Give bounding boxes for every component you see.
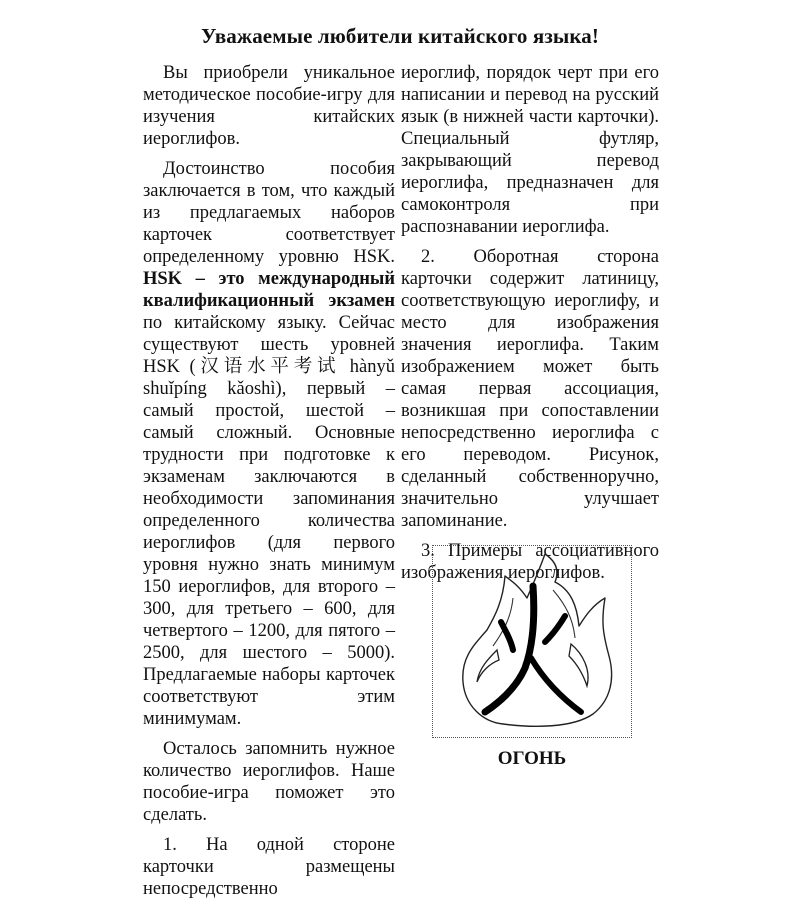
page-title: Уважаемые любители китайского языка! [201,24,599,48]
association-figure-frame [432,545,632,738]
paragraph-card-front-start: 1. На одной стороне карточки размещены непосредственно [143,835,395,899]
paragraph-hsk [143,158,395,730]
paragraph-card-front-cont: иероглиф, порядок черт при его написании и перевод на русский язык (в нижней части карточки). Специальный футляр, закрывающий перевод иероглифа, предназначен для самоконтроля при распознавании иероглифа. [401,63,659,237]
paragraph-remember: Осталось запомнить нужное количество иероглифов. Наше пособие-игра поможет это сделать. [143,739,395,825]
paragraph-examples: 3. Примеры ассоциативного изображения иероглифов. [401,541,659,583]
fire-character-flame-icon [433,546,631,737]
paragraph-card-back: 2. Оборотная сторона карточки содержит латиницу, соответствующую иероглифу, и место для изображения значения иероглифа. Таким изображением может быть самая первая ассоциация, возникшая при сопоставлении непосредственно иероглифа с его переводом. Рисунок, сделанный собственноручно, значительно улучшает запоминание. [401,247,659,531]
right-column [401,62,659,592]
figure-caption: ОГОНЬ [497,748,567,769]
left-column [143,62,395,906]
paragraph-intro: Вы приобрели уникальное методическое пособие-игру для изучения китайских иероглифов. [143,63,395,149]
hsk-text-before: Достоинство пособия заключается в том, что каждый из предлагаемых наборов карточек соответствует определенному уровню HSK. [143,159,395,267]
hsk-definition-bold: HSK – это международный квалификационный экзамен [143,269,395,311]
hsk-text-after: по китайскому языку. Сейчас существуют шесть уровней HSK (汉语水平考试 hànyǔ shuǐpíng kǎoshì), первый – самый простой, шестой – самый сложный. Основные трудности при подготовке к экзаменам заключаются в необходимости запоминания определенного количества иероглифов (для первого уровня нужно знать минимум 150 иероглифов, для второго – 300, для третьего – 600, для четвертого – 1200, для пятого – 2500, для шестого – 5000). Предлагаемые наборы карточек соответствуют этим минимумам. [143,313,395,729]
